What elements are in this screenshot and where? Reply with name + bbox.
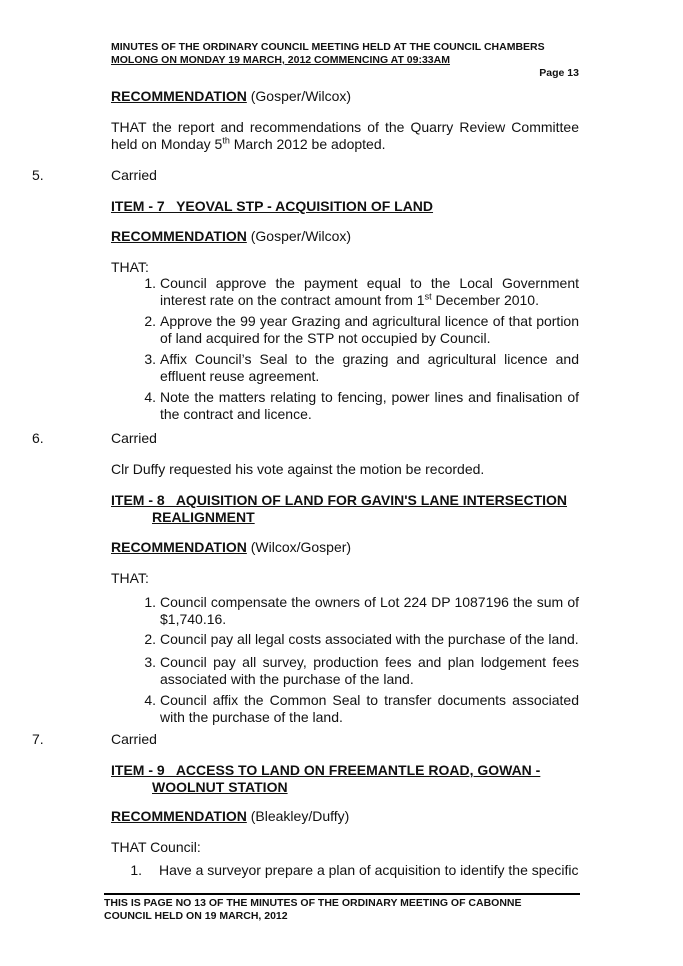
page-header	[111, 41, 579, 67]
item-9-recommendation	[111, 808, 579, 825]
recommendation-label: RECOMMENDATION	[111, 808, 247, 824]
title-line-1: ITEM - 8 AQUISITION OF LAND FOR GAVIN'S LANE INTERSECTION	[111, 492, 568, 508]
list-text: Council pay all survey, production fees and plan lodgement fees associated with the purchase of the land.	[160, 654, 579, 687]
list-text: Council compensate the owners of Lot 224 DP 1087196 the sum of $1,740.16.	[160, 594, 579, 627]
footer-line-2: COUNCIL HELD ON 19 MARCH, 2012	[104, 910, 288, 922]
text-part: March 2012 be adopted.	[229, 136, 386, 152]
header-line-1: MINUTES OF THE ORDINARY COUNCIL MEETING HELD AT THE COUNCIL CHAMBERS	[111, 41, 545, 53]
recommendation-label: RECOMMENDATION	[111, 228, 247, 244]
item-8-list-item-2	[130, 631, 579, 648]
resolution-6-note: Clr Duffy requested his vote against the motion be recorded.	[111, 461, 485, 477]
resolution-6-carried: Carried	[111, 430, 157, 446]
title-line-2: WOOLNUT STATION	[152, 779, 288, 795]
list-text	[160, 275, 579, 309]
item-7-list-item-2	[130, 313, 579, 347]
page-footer	[104, 897, 580, 923]
page-number: Page 13	[539, 67, 579, 79]
item-7-list-item-3	[130, 351, 579, 385]
item-7-title: ITEM - 7 YEOVAL STP - ACQUISITION OF LAND	[111, 198, 434, 214]
recommendation-movers: (Wilcox/Gosper)	[246, 539, 352, 555]
text-part: December 2010.	[431, 292, 539, 308]
list-number: 3.	[144, 351, 156, 367]
recommendation-1	[111, 88, 579, 105]
item-8-recommendation	[111, 539, 579, 556]
title-line-2: REALIGNMENT	[152, 509, 255, 525]
item-7-recommendation	[111, 228, 579, 245]
recommendation-movers: (Bleakley/Duffy)	[246, 808, 350, 824]
item-8-list-item-4	[130, 692, 579, 726]
list-number: 4.	[144, 692, 156, 708]
list-text: Approve the 99 year Grazing and agricultural licence of that portion of land acquired for the STP not occupied by Council.	[160, 313, 579, 346]
footer-line-1: THIS IS PAGE NO 13 OF THE MINUTES OF THE ORDINARY MEETING OF CABONNE	[104, 897, 522, 909]
text-part: Council approve the payment equal to the Local Government interest rate on the contract amount from 1	[160, 275, 579, 308]
recommendation-label: RECOMMENDATION	[111, 88, 247, 104]
resolution-number-7: 7.	[32, 731, 44, 747]
item-8-that: THAT:	[111, 570, 149, 586]
title-line-1: ITEM - 9 ACCESS TO LAND ON FREEMANTLE ROAD, GOWAN -	[111, 762, 541, 778]
list-text: Council affix the Common Seal to transfer documents associated with the purchase of the land.	[160, 692, 579, 725]
list-number: 2.	[144, 631, 156, 647]
list-text: Note the matters relating to fencing, power lines and finalisation of the contract and licence.	[160, 389, 579, 422]
list-number: 3.	[144, 654, 156, 670]
item-7-list-item-1	[130, 275, 579, 309]
item-8-list-item-3	[130, 654, 579, 688]
list-text: Affix Council’s Seal to the grazing and agricultural licence and effluent reuse agreement.	[160, 351, 579, 384]
list-number: 1.	[130, 862, 142, 878]
list-text: Council pay all legal costs associated with the purchase of the land.	[160, 631, 579, 647]
recommendation-label: RECOMMENDATION	[111, 539, 247, 555]
list-text: Have a surveyor prepare a plan of acquisition to identify the specific	[159, 862, 579, 878]
recommendation-movers: (Gosper/Wilcox)	[246, 228, 352, 244]
resolution-number-5: 5.	[32, 167, 44, 183]
resolution-5-carried: Carried	[111, 167, 157, 183]
list-number: 2.	[144, 313, 156, 329]
list-number: 4.	[144, 389, 156, 405]
resolution-7-carried: Carried	[111, 731, 157, 747]
list-number: 1.	[144, 594, 156, 610]
superscript: th	[222, 135, 230, 146]
recommendation-movers: (Gosper/Wilcox)	[246, 88, 352, 104]
item-7-that: THAT:	[111, 259, 149, 275]
item-8-title	[111, 492, 579, 526]
header-line-2: MOLONG ON MONDAY 19 MARCH, 2012 COMMENCING AT 09:33AM	[111, 54, 450, 66]
item-9-list-item-1	[111, 862, 579, 879]
list-number: 1.	[144, 275, 156, 291]
text-part: THAT the report and recommendations of the Quarry Review Committee held on Monday 5	[111, 119, 579, 152]
item-9-that: THAT Council:	[111, 839, 201, 855]
footer-rule	[104, 893, 580, 895]
recommendation-1-text	[111, 119, 579, 153]
superscript: st	[424, 291, 432, 302]
item-8-list-item-1	[130, 594, 579, 628]
resolution-number-6: 6.	[32, 430, 44, 446]
item-7-list-item-4	[130, 389, 579, 423]
item-9-title	[111, 762, 579, 796]
